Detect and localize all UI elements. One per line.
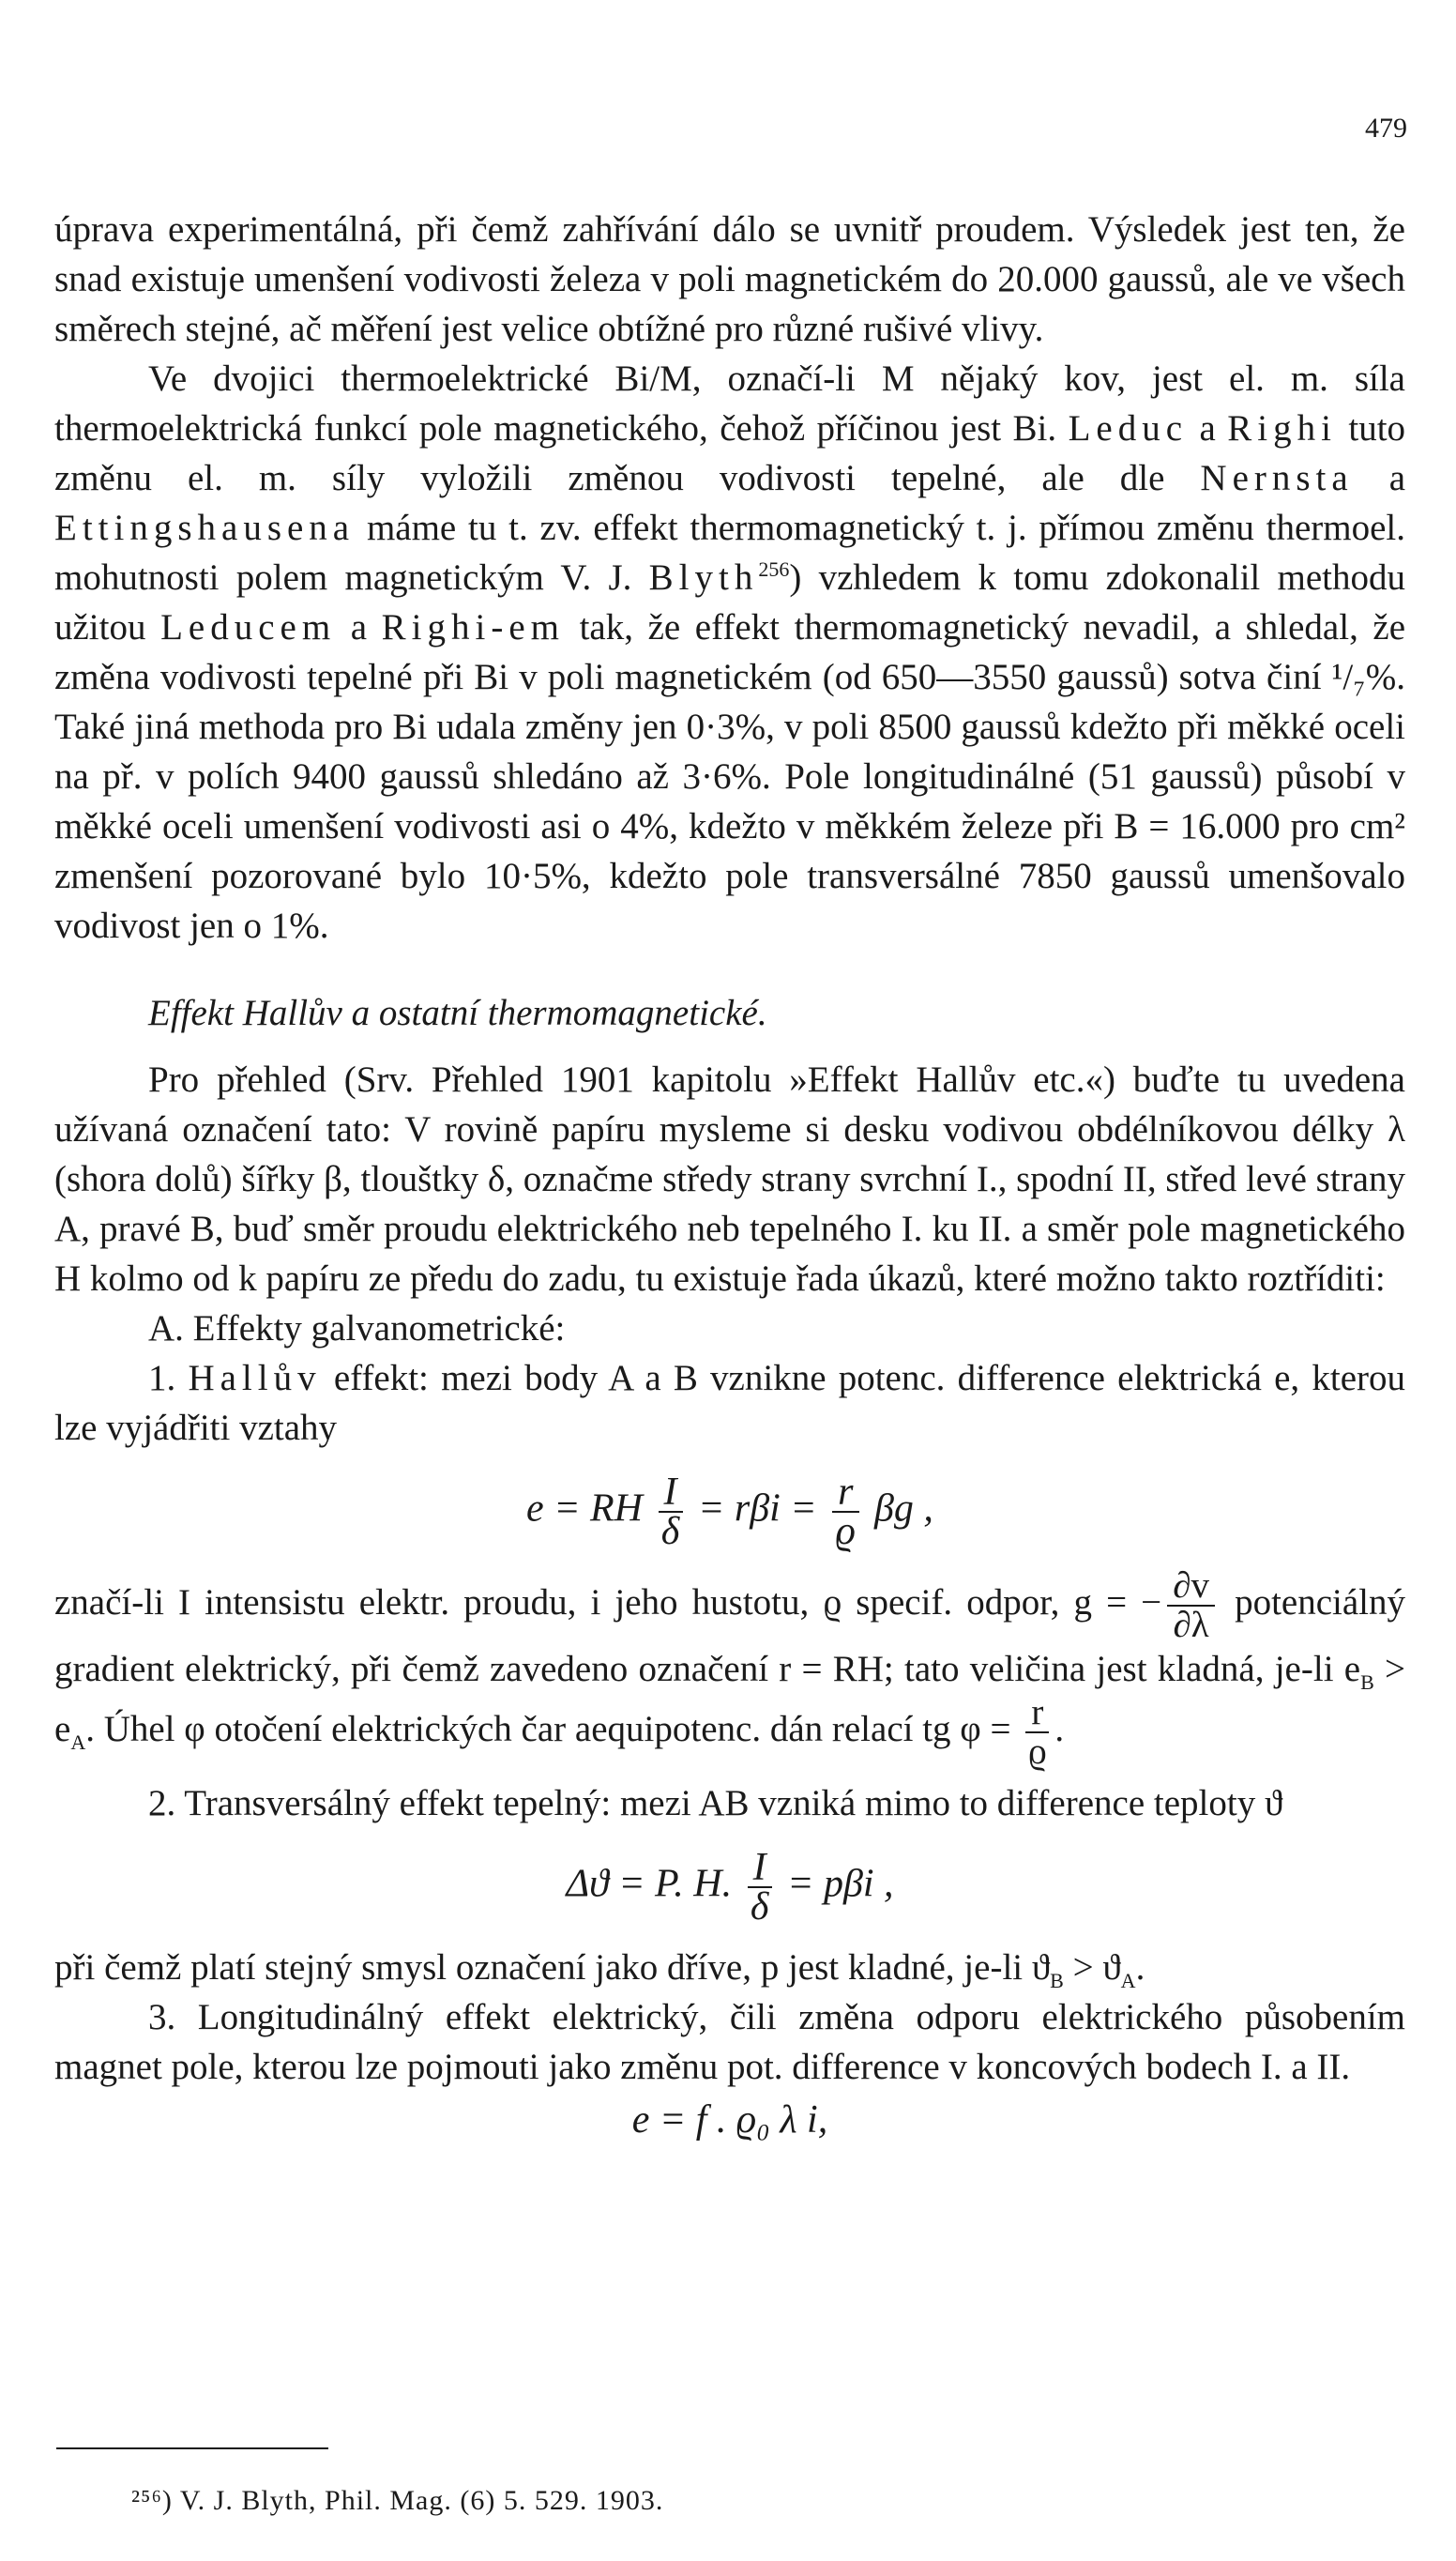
page-number: 479 xyxy=(1365,113,1407,144)
footnote: ²⁵⁶) V. J. Blyth, Phil. Mag. (6) 5. 529. 1903. xyxy=(131,2485,664,2516)
item-1: 1. Hallův effekt: mezi body A a B vznikne potenc. difference elektrická e, kterou lze vyjádřiti vztahy xyxy=(54,1358,1405,1448)
equation-3: e = f . ϱ₀ λ i, xyxy=(631,2098,828,2142)
author-righi: Righi xyxy=(1227,408,1337,449)
paragraph-1: úprava experimentálná, při čemž zahřívání dálo se uvnitř proudem. Výsledek jest ten, že snad existuje umenšení vodivosti železa v poli magnetickém do 20.000 gaussů, ale ve všech směrech stejné, ač měření jest velice obtížné pro různé rušivé vlivy. xyxy=(54,209,1405,349)
author-nernst: Nernsta xyxy=(1200,458,1354,498)
footnote-ref: 256 xyxy=(758,557,790,581)
paragraph-2: Ve dvojici thermoelektrické Bi/M, označí-li M nějaký kov, jest el. m. síla thermoelektrická funkcí pole magnetického, čehož příčinou jest Bi. Leduc a Righi tuto změnu el. m. síly vyložili změnou vodivosti tepelné, ale dle Nernsta a Ettingshausena máme tu t. zv. effekt thermomagnetický t. j. přímou změnu thermoel. mohutnosti polem magnetickým V. J. Blyth$^{256}$) vzhledem k tomu zdokonalil methodu užitou Leducem a Righi-em tak, že effekt thermomagnetický nevadil, a shledal, že změna vodivosti tepelné při Bi v poli magnetickém (od 650—3550 gaussů) sotva činí ¹/₇%. Také jiná methoda pro Bi udala změny jen 0·3%, v poli 8500 gaussů kdežto při měkké oceli na př. v polích 9400 gaussů shledáno až 3·6%. Pole longitudinálné (51 gaussů) působí v měkké oceli umenšení vodivosti asi o 4%, kdežto v měkkém železe při B = 16.000 pro cm² zmenšení pozorované bylo 10·5%, kdežto pole transversálné 7850 gaussů umenšovalo vodivost jen o 1%. xyxy=(54,358,1406,946)
author-blyth: Blyth xyxy=(648,557,759,598)
equation-1: e = RH $\frac{I}{\delta}$ = rβi = $\frac{r}{ϱ}$ βg , xyxy=(526,1471,933,1553)
body-text xyxy=(54,205,1405,2162)
section-a-label: A. Effekty galvanometrické: xyxy=(148,1308,566,1349)
footnote-rule xyxy=(56,2447,328,2449)
author-righiem: Righi-em xyxy=(381,607,565,648)
item-3: 3. Longitudinálný effekt elektrický, čili změna odporu elektrického působením magnet pole, kterou lze pojmouti jako změnu pot. difference v koncových bodech I. a II. xyxy=(54,1997,1405,2087)
item-2: 2. Transversálný effekt tepelný: mezi AB vzniká mimo to difference teploty ϑ xyxy=(148,1783,1283,1823)
paragraph-definitions: značí-li I intensistu elektr. proudu, i jeho hustotu, ϱ specif. odpor, g = − $\frac{\partial v}{\partial\lambda}$ potenciálný gradient elektrický, při čemž zavedeno označení r = RH; tato veličina jest kladná, je-li $e_B > e_A$. Úhel φ otočení elektrických čar aequipotenc. dán relací tg φ = $\frac{r}{ϱ}$ . xyxy=(54,1565,1406,1772)
author-leducem: Leducem xyxy=(160,607,337,648)
equation-2: Δϑ = P. H. $\frac{I}{\delta}$ = pβi , xyxy=(566,1846,894,1928)
section-heading: Effekt Hallův a ostatní thermomagnetické. xyxy=(148,993,767,1033)
author-ettingshausen: Ettingshausena xyxy=(54,508,356,548)
paragraph-3: Pro přehled (Srv. Přehled 1901 kapitolu »Effekt Hallův etc.«) buďte tu uvedena užívaná označení tato: V rovině papíru mysleme si desku vodivou obdélníkovou délky λ (shora dolů) šířky β, tlouštky δ, označme středy strany svrchní I., spodní II, střed levé strany A, pravé B, buď směr proudu elektrického neb tepelného I. ku II. a směr pole magnetického H kolmo od k papíru ze předu do zadu, tu existuje řada úkazů, které možno takto roztříditi: xyxy=(54,1059,1405,1299)
author-leduc: Leduc xyxy=(1068,408,1189,449)
paragraph-after-2: při čemž platí stejný smysl označení jako dříve, p jest kladné, je-li $ϑ_B > ϑ_A$. xyxy=(54,1947,1145,1992)
